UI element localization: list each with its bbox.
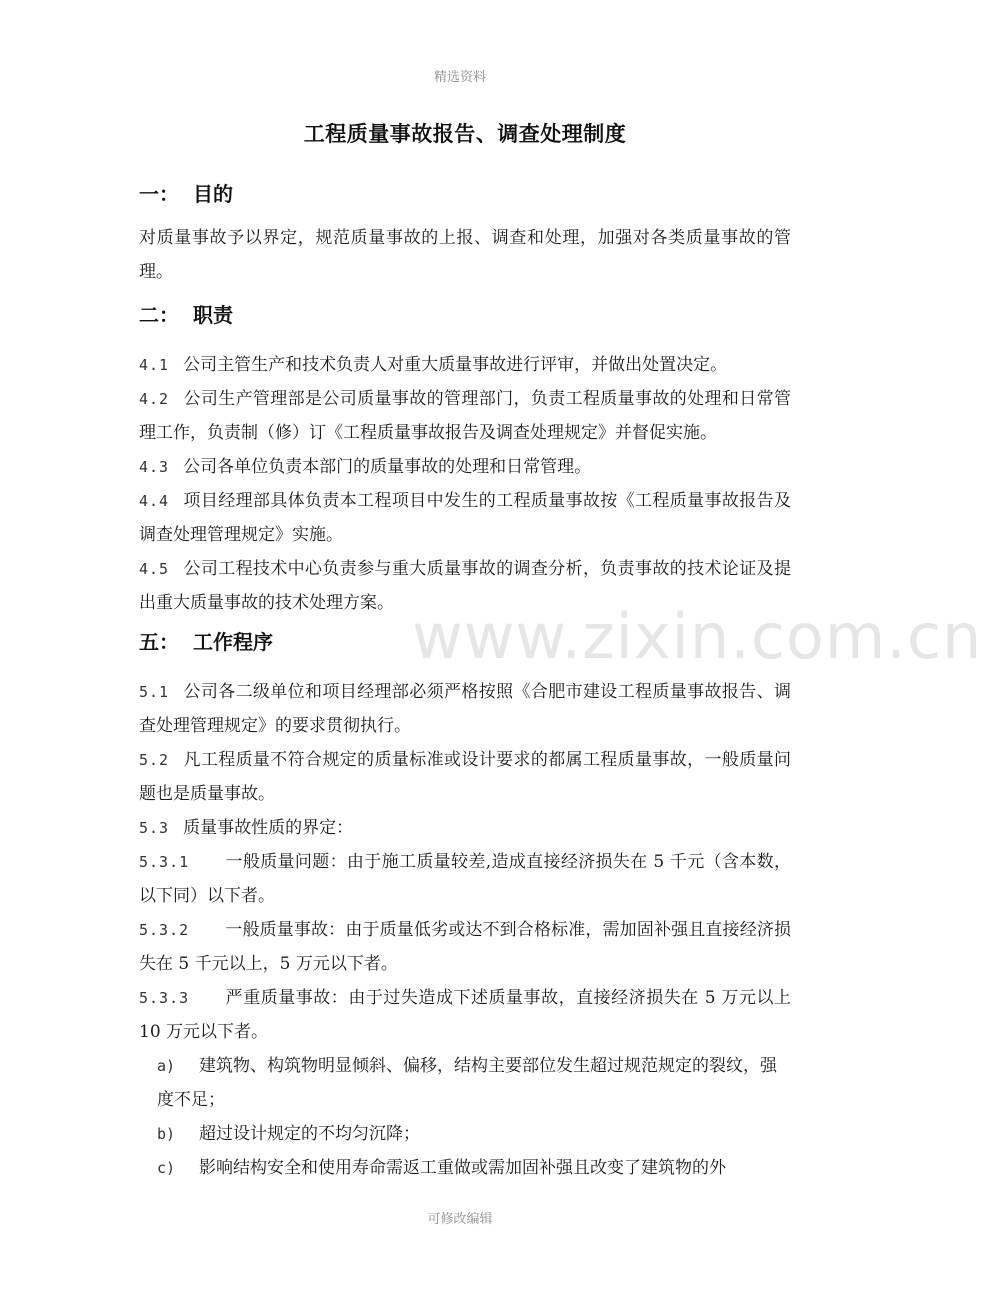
item-code: 4.3 xyxy=(139,458,170,476)
item-text: 一般质量问题：由于施工质量较差,造成直接经济损失在 5 千元（含本数，以下同）以下者。 xyxy=(139,852,791,906)
item-code: 5.3.2 xyxy=(139,921,190,939)
item-text: 凡工程质量不符合规定的质量标准或设计要求的都属工程质量事故，一般质量问题也是质量事故。 xyxy=(139,750,791,804)
item-code: 5.3 xyxy=(139,819,170,837)
sub-list-item xyxy=(139,1151,791,1185)
procedure-item xyxy=(139,675,791,743)
section-number: 五： xyxy=(139,630,179,654)
sub-item-text: 影响结构安全和使用寿命需返工重做或需加固补强且改变了建筑物的外 xyxy=(199,1158,726,1178)
document-body xyxy=(139,118,791,1185)
procedure-item xyxy=(139,913,791,981)
sub-item-text: 建筑物、构筑物明显倾斜、偏移，结构主要部位发生超过规范规定的裂纹，强度不足； xyxy=(157,1056,777,1110)
item-code: 5.3.3 xyxy=(139,989,190,1007)
sub-item-mark: b) xyxy=(157,1125,176,1143)
page-footer-note: 可修改编辑 xyxy=(427,1212,493,1227)
duty-item xyxy=(139,552,791,620)
item-code: 4.5 xyxy=(139,560,170,578)
section-heading-duties xyxy=(139,299,791,328)
section-number: 二： xyxy=(139,303,179,327)
item-code: 5.1 xyxy=(139,683,170,701)
sub-item-text: 超过设计规定的不均匀沉降； xyxy=(199,1124,420,1144)
item-text: 公司各二级单位和项目经理部必须严格按照《合肥市建设工程质量事故报告、调查处理管理规定》的要求贯彻执行。 xyxy=(139,682,791,736)
item-text: 项目经理部具体负责本工程项目中发生的工程质量事故按《工程质量事故报告及调查处理管理规定》实施。 xyxy=(139,491,791,545)
sub-list-item xyxy=(139,1117,791,1151)
sub-item-mark: c) xyxy=(157,1159,176,1177)
document-title: 工程质量事故报告、调查处理制度 xyxy=(303,121,627,146)
item-text: 一般质量事故：由于质量低劣或达不到合格标准，需加固补强且直接经济损失在 5 千元以上，5 万元以下者。 xyxy=(139,920,791,974)
procedure-item xyxy=(139,845,791,913)
item-code: 4.2 xyxy=(139,390,170,408)
purpose-paragraph: 对质量事故予以界定，规范质量事故的上报、调查和处理，加强对各类质量事故的管理。 xyxy=(139,228,791,282)
item-text: 严重质量事故：由于过失造成下述质量事故，直接经济损失在 5 万元以上 10 万元以下者。 xyxy=(139,988,791,1042)
section-title: 职责 xyxy=(193,303,233,327)
page-header-note: 精选资料 xyxy=(433,70,486,85)
duty-item xyxy=(139,348,791,382)
item-text: 公司各单位负责本部门的质量事故的处理和日常管理。 xyxy=(183,457,592,477)
item-code: 5.2 xyxy=(139,751,170,769)
item-text: 质量事故性质的界定： xyxy=(183,818,354,838)
section-number: 一： xyxy=(139,182,179,206)
procedure-item xyxy=(139,811,791,845)
section-heading-purpose xyxy=(139,178,791,207)
duty-item xyxy=(139,450,791,484)
item-code: 4.1 xyxy=(139,356,170,374)
sub-list-item xyxy=(139,1049,791,1117)
procedure-item xyxy=(139,743,791,811)
section-title: 工作程序 xyxy=(193,630,273,654)
item-text: 公司工程技术中心负责参与重大质量事故的调查分析，负责事故的技术论证及提出重大质量事故的技术处理方案。 xyxy=(139,559,791,613)
duty-item xyxy=(139,484,791,552)
section-title: 目的 xyxy=(193,182,233,206)
item-text: 公司主管生产和技术负责人对重大质量事故进行评审，并做出处置决定。 xyxy=(183,355,728,375)
sub-item-mark: a) xyxy=(157,1057,176,1075)
item-code: 4.4 xyxy=(139,492,170,510)
item-code: 5.3.1 xyxy=(139,853,190,871)
procedure-item xyxy=(139,981,791,1049)
section-heading-procedure xyxy=(139,626,791,655)
duty-item xyxy=(139,382,791,450)
watermark: www.zixin.com.cn xyxy=(412,600,982,673)
item-text: 公司生产管理部是公司质量事故的管理部门，负责工程质量事故的处理和日常管理工作，负责制（修）订《工程质量事故报告及调查处理规定》并督促实施。 xyxy=(139,389,791,443)
